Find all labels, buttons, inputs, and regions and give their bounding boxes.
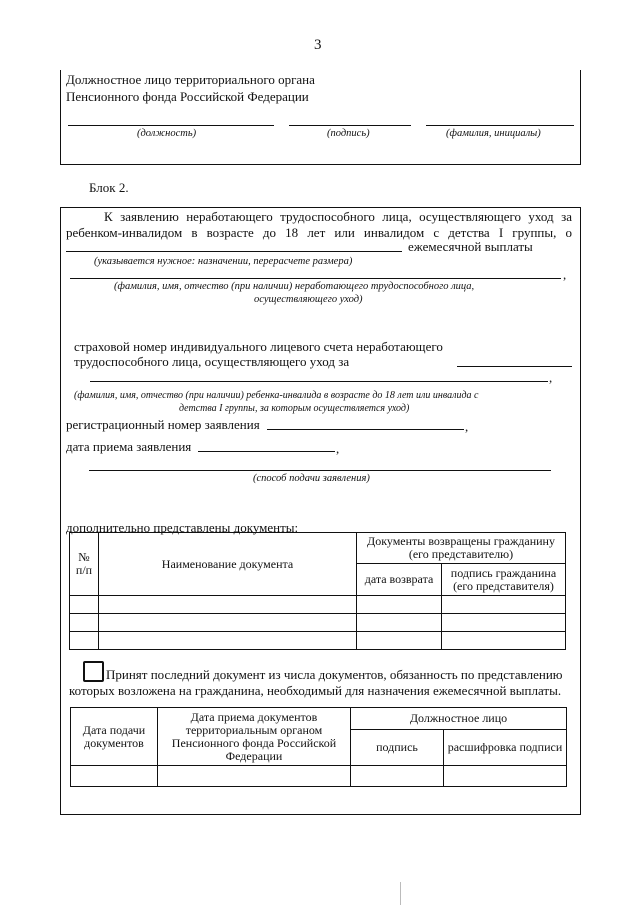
caregiver-name-line [70, 278, 561, 279]
col-official-header [351, 708, 567, 730]
child-name-line [90, 381, 548, 382]
table-cell[interactable] [70, 614, 99, 632]
position-line [68, 125, 274, 126]
col-decode-label: расшифровка подписи [447, 740, 563, 754]
date-label: дата приема заявления [66, 439, 192, 454]
returned-docs-table [69, 532, 566, 650]
table-cell[interactable] [99, 614, 357, 632]
snils-value-line [457, 366, 572, 367]
last-doc-statement-line1: Принят последний документ из числа документов, обязанность по представлению [106, 667, 563, 682]
col-num-header [70, 533, 99, 596]
official-title-line1: Должностное лицо территориального органа [66, 72, 315, 87]
table-cell[interactable] [158, 766, 351, 787]
caption-purpose: (указывается нужное: назначении, перерасчете размера) [94, 256, 353, 267]
reg-number-comma: , [465, 419, 469, 434]
snils-line2: трудоспособного лица, осуществляющего уход за [74, 354, 350, 369]
caption-child-line1: (фамилия, имя, отчество (при наличии) ребенка-инвалида в возрасте до 18 лет или инвалида с [74, 390, 479, 401]
table-row [70, 632, 566, 650]
signature-line [289, 125, 411, 126]
col-submit-date-label: Дата подачи документов [82, 722, 146, 750]
table-cell[interactable] [442, 632, 566, 650]
intro-line2: ребенком-инвалидом в возрасте до 18 лет или инвалидом с детства I группы, о [66, 225, 572, 240]
table-cell[interactable] [357, 632, 442, 650]
col-accept-date-label: Дата приема документов территориальным органом Пенсионного фонда Российской Федерации [171, 709, 337, 763]
col-citizen-sign-header [442, 564, 566, 596]
date-comma: , [336, 441, 340, 456]
snils-line1: страховой номер индивидуального лицевого счета неработающего [74, 339, 443, 354]
table-row [70, 614, 566, 632]
final-acceptance-table [70, 707, 567, 787]
caption-method: (способ подачи заявления) [253, 473, 370, 484]
intro-line3-end: ежемесячной выплаты [408, 239, 533, 254]
official-title-line2: Пенсионного фонда Российской Федерации [66, 89, 309, 104]
col-accept-date-header [158, 708, 351, 766]
method-line [89, 470, 551, 471]
col-return-date-header [357, 564, 442, 596]
table-cell[interactable] [70, 632, 99, 650]
table-cell[interactable] [99, 596, 357, 614]
col-signature-header [351, 730, 444, 766]
col-returned-header [357, 533, 566, 564]
col-num-label: № п/п [75, 550, 93, 577]
table-cell[interactable] [70, 596, 99, 614]
caption-caregiver-line2: осуществляющего уход) [254, 294, 363, 305]
reg-number-label: регистрационный номер заявления [66, 417, 260, 432]
reg-number-line [267, 429, 464, 430]
date-line [198, 451, 335, 452]
col-citizen-sign-label: подпись гражданина (его представителя) [450, 565, 557, 593]
block2-heading: Блок 2. [89, 180, 129, 195]
col-return-date-label: дата возврата [364, 572, 434, 586]
table-cell[interactable] [442, 614, 566, 632]
child-comma: , [549, 370, 553, 385]
table-cell[interactable] [357, 614, 442, 632]
table-cell[interactable] [351, 766, 444, 787]
scan-edge-mark [400, 882, 401, 905]
caption-child-line2: детства I группы, за которым осуществляется уход) [179, 403, 410, 414]
caption-position: (должность) [137, 128, 197, 139]
col-decode-header [444, 730, 567, 766]
extra-docs-label: дополнительно представлены документы: [66, 520, 299, 535]
intro-line1: К заявлению неработающего трудоспособного лица, осуществляющего уход за [104, 209, 572, 224]
table-row [70, 596, 566, 614]
col-submit-date-header [71, 708, 158, 766]
table-cell[interactable] [71, 766, 158, 787]
col-returned-label: Документы возвращены гражданину (его представителю) [367, 534, 555, 561]
table-cell[interactable] [444, 766, 567, 787]
last-doc-checkbox[interactable] [83, 661, 104, 682]
col-official-label: Должностное лицо [409, 711, 508, 725]
name-line [426, 125, 574, 126]
caption-signature: (подпись) [327, 128, 370, 139]
table-cell[interactable] [357, 596, 442, 614]
table-cell[interactable] [99, 632, 357, 650]
col-name-label: Наименование документа [161, 556, 294, 571]
table-row [71, 766, 567, 787]
col-signature-label: подпись [376, 740, 418, 754]
caption-caregiver-line1: (фамилия, имя, отчество (при наличии) неработающего трудоспособного лица, [114, 281, 475, 292]
col-name-header [99, 533, 357, 596]
caregiver-comma: , [563, 267, 567, 282]
purpose-line [66, 251, 402, 252]
page-number: 3 [314, 37, 322, 53]
last-doc-statement-line2: которых возложена на гражданина, необходимый для назначения ежемесячной выплаты. [69, 683, 562, 698]
table-cell[interactable] [442, 596, 566, 614]
caption-name: (фамилия, инициалы) [446, 128, 541, 139]
